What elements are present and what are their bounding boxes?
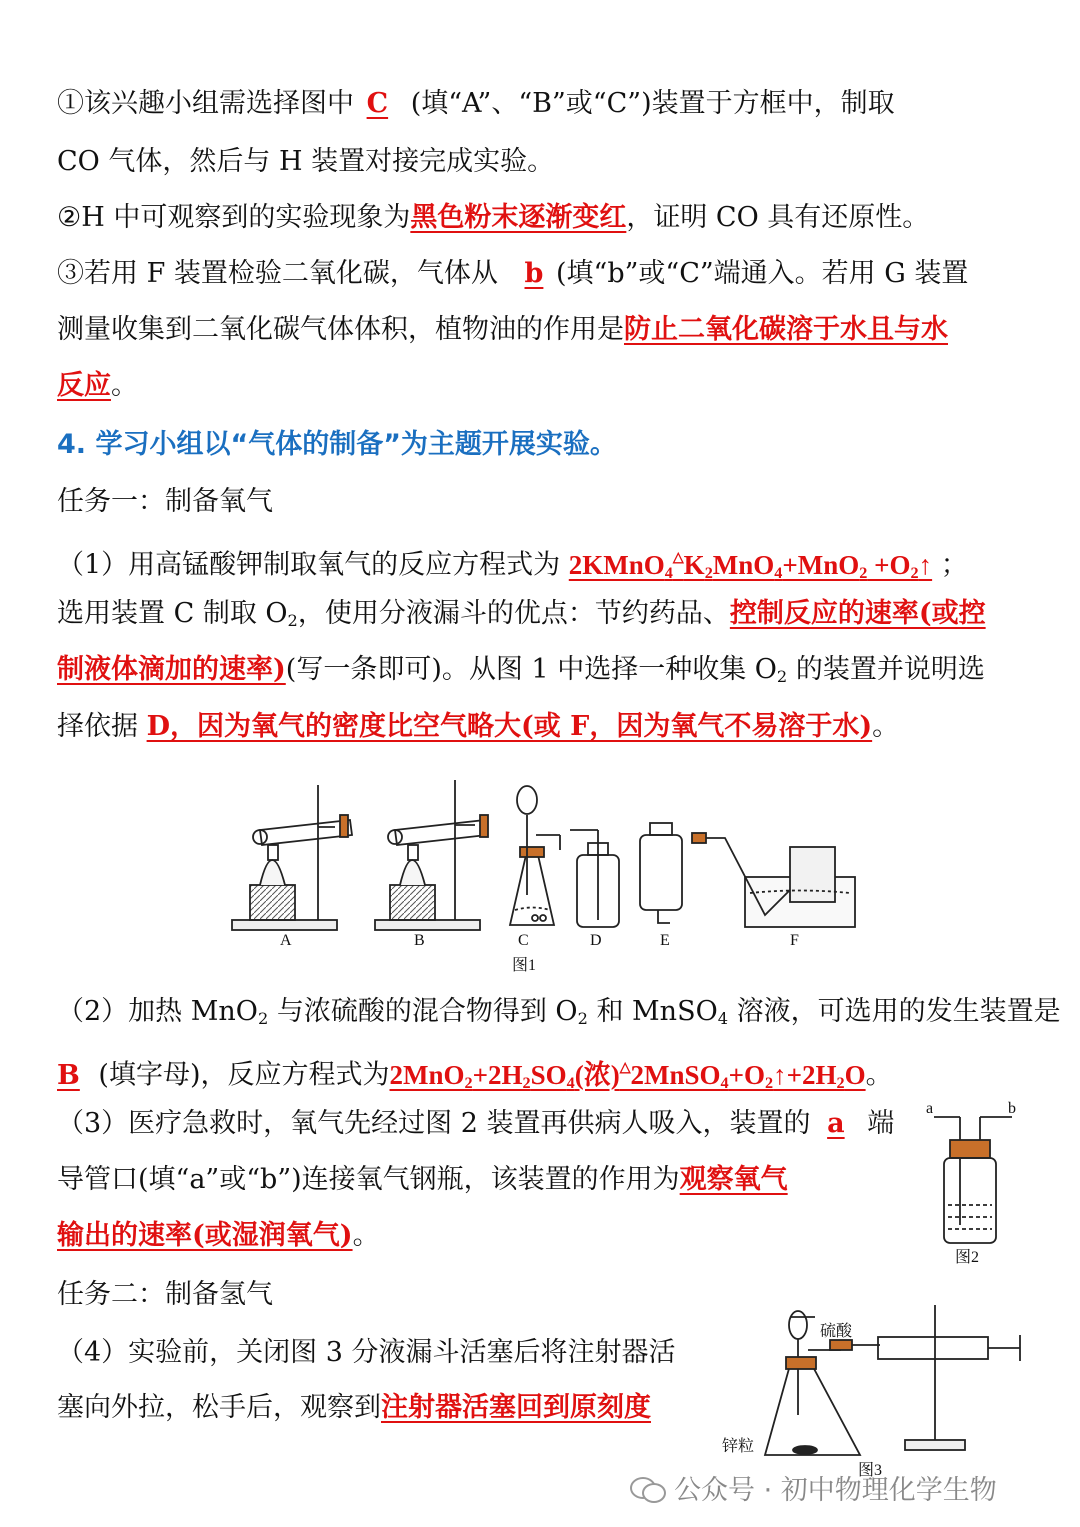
- answer-oil-purpose: 防止二氧化碳溶于水且与水: [624, 314, 948, 345]
- fig1-label-e: E: [660, 932, 670, 949]
- answer-line-2: CO 气体，然后与 H 装置对接完成实验。: [57, 146, 555, 177]
- para-6: [57, 1048, 893, 1103]
- text: 。: [865, 1059, 893, 1091]
- equation-kmno4: $2KMnO_4^\triangle K_2MnO_4+MnO_2$ $+O_2↑$: [568, 549, 933, 582]
- answer-device-purpose: 观察氧气: [679, 1164, 788, 1195]
- text: ，证明 CO 具有还原性。: [626, 202, 930, 233]
- fig1-label-d: D: [590, 932, 602, 949]
- text: 选用装置 C 制取 $O_2$，使用分液漏斗的优点：节约药品、: [57, 598, 730, 631]
- wechat-icon: [630, 1475, 664, 1501]
- para-8: [57, 1160, 788, 1200]
- watermark-text: 公众号 · 初中物理化学生物: [674, 1475, 997, 1506]
- para-3: [57, 650, 985, 697]
- task-1-heading: 任务一：制备氧气: [57, 486, 273, 517]
- text: 。: [872, 711, 900, 742]
- fig3-caption: 图3: [858, 1462, 883, 1479]
- text: 测量收集到二氧化碳气体体积，植物油的作用是: [57, 314, 624, 345]
- answer-port-a: a: [827, 1108, 845, 1139]
- text: 。: [111, 370, 138, 401]
- text: (填字母)，反应方程式为: [98, 1059, 390, 1091]
- para-5: （2）加热 MnO$_2$ 与浓硫酸的混合物得到 $O_2$ 和 MnSO$_4$ 溶液，可选用的发生装置是: [57, 996, 1061, 1029]
- para-4: [57, 707, 899, 747]
- fig3-acid-label: 硫酸: [820, 1323, 853, 1340]
- text: ②H 中可观察到的实验现象为: [57, 202, 411, 233]
- para-1: [57, 538, 968, 593]
- watermark: [630, 1468, 997, 1507]
- text: 。: [352, 1220, 380, 1251]
- answer-syringe: 注射器活塞回到原刻度: [381, 1392, 651, 1423]
- para-11: [57, 1388, 651, 1428]
- text: 端: [867, 1108, 895, 1139]
- answer-funnel-advantage-cont: 制液体滴加的速率): [57, 654, 286, 685]
- figure-3: [720, 1295, 1040, 1470]
- figure-2: [920, 1105, 1030, 1265]
- para-2: [57, 594, 986, 641]
- fig1-caption: 图1: [512, 957, 537, 974]
- text: （1）用高锰酸钾制取氧气的反应方程式为: [57, 549, 561, 581]
- text: ①该兴趣小组需选择图中: [57, 88, 354, 119]
- answer-line-1: [57, 84, 895, 124]
- text: (填“b”或“C”端通入。若用 G 装置: [555, 258, 969, 289]
- fig2-port-b: b: [1008, 1100, 1016, 1117]
- text: ；: [940, 549, 968, 581]
- text: (填“A”、“B”或“C”)装置于方框中，制取: [410, 88, 895, 119]
- answer-device-purpose-cont: 输出的速率(或湿润氧气): [57, 1220, 353, 1251]
- para-7: [57, 1104, 894, 1144]
- text: （3）医疗急救时，氧气先经过图 2 装置再供病人吸入，装置的: [57, 1108, 811, 1139]
- fig2-caption: 图2: [955, 1249, 980, 1266]
- para-9: [57, 1216, 380, 1256]
- text: (写一条即可)。从图 1 中选择一种收集 $O_2$ 的装置并说明选: [285, 654, 985, 687]
- answer-phenomenon: 黑色粉末逐渐变红: [410, 202, 627, 233]
- answer-device-b: B: [57, 1059, 80, 1091]
- para-10: （4）实验前，关闭图 3 分液漏斗活塞后将注射器活: [57, 1337, 676, 1368]
- fig1-label-b: B: [414, 932, 425, 949]
- text: ③若用 F 装置检验二氧化碳，气体从: [57, 258, 498, 289]
- task-2-heading: 任务二：制备氢气: [57, 1279, 273, 1310]
- question-4-title: 4. 学习小组以“气体的制备”为主题开展实验。: [57, 429, 617, 460]
- answer-funnel-advantage: 控制反应的速率(或控: [729, 598, 986, 629]
- fig3-zinc-label: 锌粒: [722, 1438, 755, 1455]
- text: 择依据: [57, 711, 138, 742]
- figure-1: [230, 775, 860, 975]
- fig2-port-a: a: [926, 1100, 934, 1117]
- answer-line-3: [57, 198, 929, 238]
- fig1-label-a: A: [280, 932, 292, 949]
- fig1-label-f: F: [790, 932, 799, 949]
- answer-line-4: [57, 254, 968, 294]
- fig1-label-c: C: [518, 932, 529, 949]
- answer-line-6: [57, 366, 138, 406]
- answer-line-5: [57, 310, 948, 350]
- text: 塞向外拉，松手后，观察到: [57, 1392, 381, 1423]
- answer-c: C: [366, 88, 389, 119]
- equation-mno2: $2MnO_2+2H_2SO_4$(浓)$^\triangle 2MnSO_4+O_2↑+2H_2O$: [389, 1059, 866, 1092]
- answer-collection: D，因为氧气的密度比空气略大(或 F，因为氧气不易溶于水): [146, 711, 873, 742]
- text: 导管口(填“a”或“b”)连接氧气钢瓶，该装置的作用为: [57, 1164, 680, 1195]
- answer-b: b: [524, 258, 544, 289]
- answer-oil-purpose-cont: 反应: [57, 370, 111, 401]
